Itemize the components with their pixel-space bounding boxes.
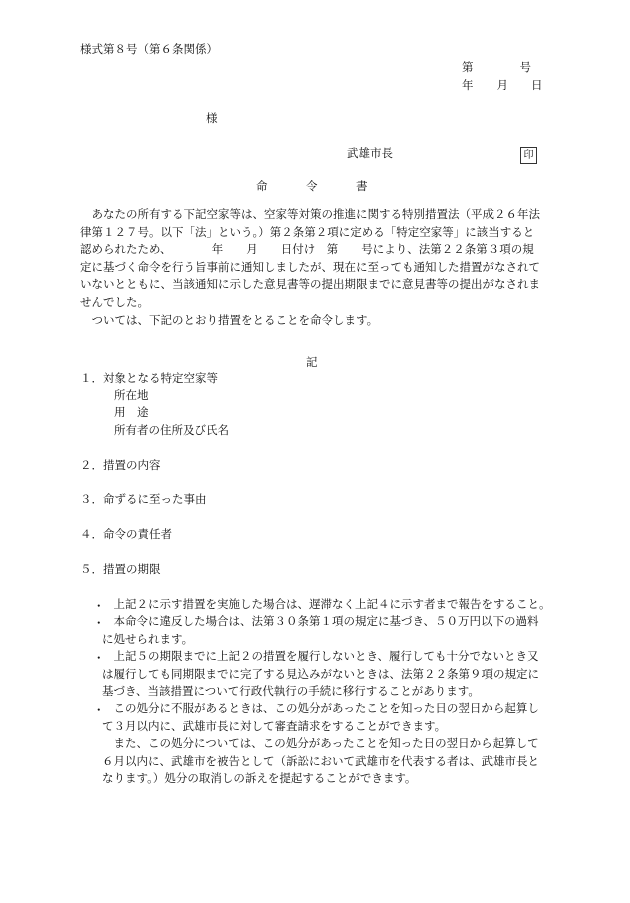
ki-heading: 記 (306, 355, 318, 369)
note-line: 上記２に示す措置を実施した場合は、遅滞なく上記４に示す者まで報告をすること。 (102, 597, 551, 611)
note-bullet: ・ (93, 599, 105, 613)
form-number: 様式第８号（第６条関係） (80, 42, 218, 56)
note-line: ６月以内に、武雄市を被告として（訴訟において武雄市を代表する者は、武雄市長と (102, 753, 539, 768)
note-line: 上記５の期限までに上記２の措置を履行しないとき、履行しても十分でないとき又 (102, 649, 539, 663)
seal-box: 印 (520, 147, 537, 164)
addressee-suffix: 様 (206, 111, 218, 125)
document-number: 第 号 (462, 60, 531, 74)
document-title: 命 令 書 (256, 179, 369, 193)
note-bullet: ・ (93, 703, 105, 717)
item-1-owner-label: 所有者の住所及び氏名 (114, 423, 229, 437)
body-line: 律第１２７号。以下「法」という。）第２条第２項に定める「特定空家等」に該当すると (80, 224, 535, 239)
note-2 (102, 613, 572, 648)
item-1-location-label: 所在地 (114, 388, 149, 402)
body-line: ついては、下記のとおり措置をとることを命令します。 (80, 312, 379, 327)
item-1-use-label: 用 途 (114, 405, 149, 419)
note-line: 本命令に違反した場合は、法第３０条第１項の規定に基づき、５０万円以下の過料 (102, 614, 539, 628)
item-4-heading: ４．命令の責任者 (80, 527, 172, 541)
note-line: また、この処分については、この処分があったことを知った日の翌日から起算して (102, 736, 539, 750)
item-2-heading: ２．措置の内容 (80, 458, 161, 472)
document-date: 年 月 日 (462, 78, 543, 92)
issuer-name: 武雄市長 (347, 146, 393, 160)
note-3 (102, 648, 572, 701)
body-line: 定に基づく命令を行う旨事前に通知しましたが、現在に至っても通知した措置がなされて (80, 259, 540, 274)
item-1-heading: １．対象となる特定空家等 (80, 371, 218, 385)
note-bullet: ・ (93, 651, 105, 665)
note-line: なります。）処分の取消しの訴えを提起することができます。 (102, 771, 417, 785)
note-bullet: ・ (93, 616, 105, 630)
body-line: 認められたため、 年 月 日付け 第 号により、法第２２条第３項の規 (80, 242, 534, 257)
body-line: あなたの所有する下記空家等は、空家等対策の推進に関する特別措置法（平成２６年法 (80, 207, 540, 221)
note-line: に処せられます。 (102, 631, 194, 646)
note-line: て３月以内に、武雄市長に対して審査請求をすることができます。 (102, 718, 447, 733)
body-line: せんでした。 (80, 294, 149, 309)
body-paragraph (80, 206, 555, 329)
note-line: 基づき、当該措置について行政代執行の手続に移行することがあります。 (102, 684, 480, 698)
note-line: この処分に不服があるときは、この処分があったことを知った日の翌日から起算し (102, 701, 539, 715)
item-3-heading: ３．命ずるに至った事由 (80, 492, 207, 506)
note-line: は履行しても同期限までに完了する見込みがないときは、法第２２条第９項の規定に (102, 666, 539, 681)
body-line: いないとともに、当該通知に示した意見書等の提出期限までに意見書等の提出がなされま (80, 277, 540, 292)
note-1 (102, 596, 572, 614)
note-4 (102, 700, 572, 788)
item-5-heading: ５．措置の期限 (80, 562, 161, 576)
